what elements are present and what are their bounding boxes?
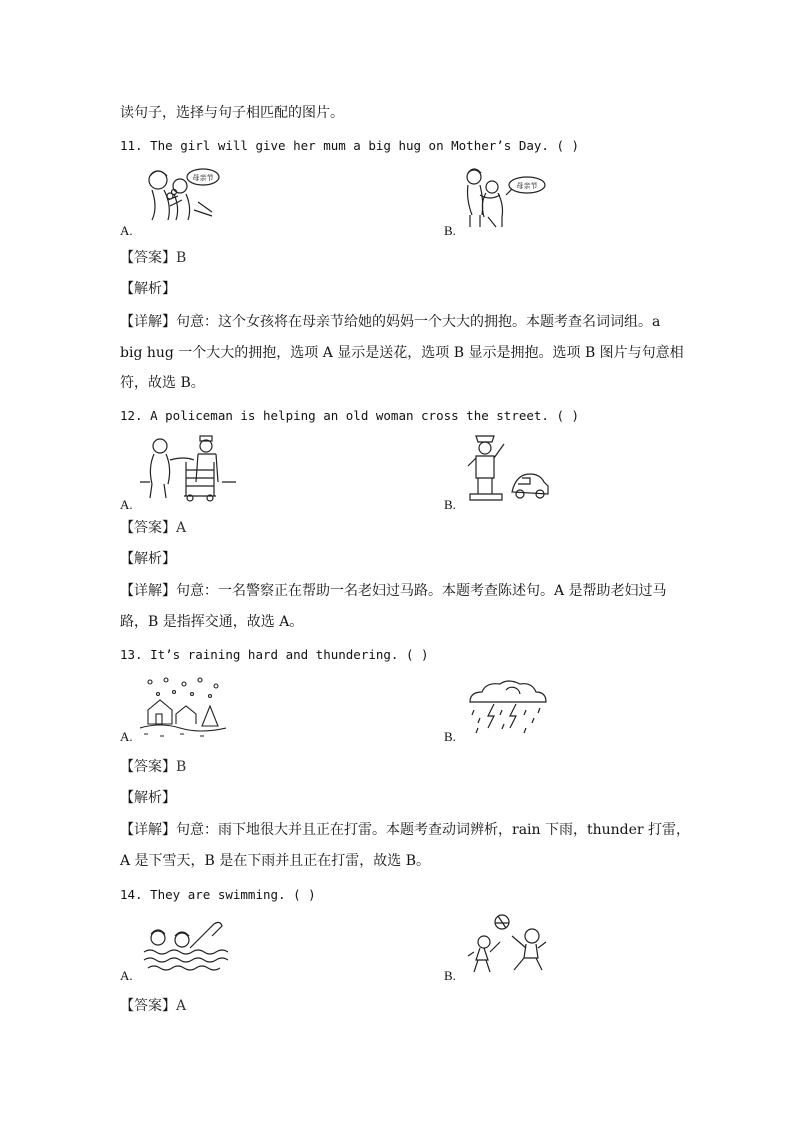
q14-option-a-image [142,916,228,972]
question-11-stem: 11. The girl will give her mum a big hug on Mother’s Day. ( ) [120,138,580,153]
q12-detail-line-1 [120,582,667,600]
q12-detail-line-2: 路，B 是指挥交通，故选 A。 [120,614,304,630]
q12-option-b-label: B. [444,497,456,512]
q13-option-b-label: B. [444,729,456,744]
q12-analysis-tag: 【解析】 [120,551,176,567]
q14-answer-value: A [176,998,187,1014]
q12-answer-value: A [176,520,187,536]
q11-answer-tag: 【答案】 [120,250,176,266]
q12-detail-tag: 【详解】 [120,583,176,599]
q13-detail-line-1 [120,821,690,839]
q13-analysis-tag: 【解析】 [120,790,176,806]
q12-option-a-image [140,430,236,502]
q11-answer [120,249,186,267]
q13-option-b-image [464,680,550,740]
q14-option-a-label: A. [120,968,133,983]
q13-detail-line-2: A 是下雪天，B 是在下雨并且正在打雷，故选 B。 [120,853,431,869]
q14-option-b-image [466,912,550,976]
q11-a-bubble-text: 母亲节 [192,174,214,182]
q11-answer-value: B [176,250,187,266]
q11-detail-text-1: 句意：这个女孩将在母亲节给她的妈妈一个大大的拥抱。本题考查名词词组。a [176,314,661,330]
q11-option-a-image [140,166,222,226]
q12-detail-text-1: 句意：一名警察正在帮助一名老妇过马路。本题考查陈述句。A 是帮助老妇过马 [176,583,667,599]
q13-detail-tag: 【详解】 [120,822,176,838]
q11-option-b-image [462,165,552,229]
q12-option-a-label: A. [120,497,133,512]
q14-answer [120,997,186,1015]
question-12-stem: 12. A policeman is helping an old woman cross the street. ( ) [120,408,580,423]
instruction-text: 读句子，选择与句子相匹配的图片。 [120,105,344,121]
q13-answer [120,758,186,776]
q11-option-a-label: A. [120,223,133,238]
q13-answer-tag: 【答案】 [120,759,176,775]
q12-answer-tag: 【答案】 [120,520,176,536]
q13-answer-value: B [176,759,187,775]
q11-option-b-label: B. [444,223,456,238]
q11-analysis-tag: 【解析】 [120,281,176,297]
question-14-stem: 14. They are swimming. ( ) [120,887,316,902]
q14-answer-tag: 【答案】 [120,998,176,1014]
q11-detail-line-3: 符，故选 B。 [120,375,205,391]
q12-option-b-image [464,432,550,502]
q14-option-b-label: B. [444,968,456,983]
q13-detail-text-1: 句意：雨下地很大并且正在打雷。本题考查动词辨析，rain 下雨，thunder 打雷， [176,822,691,838]
q13-option-a-image [140,676,226,740]
q11-detail-line-1 [120,313,660,331]
q13-option-a-label: A. [120,729,133,744]
q11-detail-tag: 【详解】 [120,314,176,330]
q11-detail-line-2: big hug 一个大大的拥抱，选项 A 显示是送花，选项 B 显示是拥抱。选项 B 图片与句意相 [120,345,684,361]
q11-b-bubble-text: 母亲节 [516,182,538,190]
q12-answer [120,519,186,537]
question-13-stem: 13. It’s raining hard and thundering. ( ) [120,647,429,662]
